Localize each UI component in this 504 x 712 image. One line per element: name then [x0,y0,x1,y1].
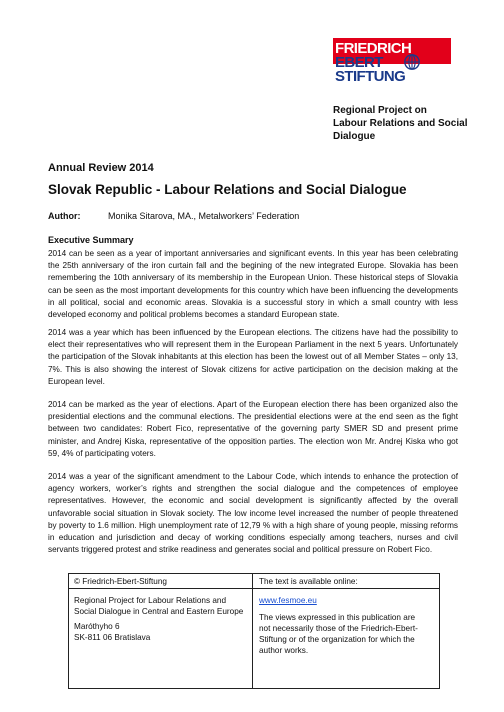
document-title: Slovak Republic - Labour Relations and Social Dialogue [48,182,407,197]
project-name-line-2: Social Dialogue in Central and Eastern Europe [74,607,244,616]
paragraph-2: 2014 was a year which has been influenced by the European elections. The citizens have had the possibility to elect their representatives who will represent them in the European Parliament in the next 5 years. Unfortunately the participation of the Slovak inhabitants at this election has been the lowest out of all Member States – only 13, 7%. This is also showing the interest of Slovak citizens for active participation on the decision making at the European level. [48,328,458,386]
box-divider-horizontal [69,588,439,589]
disclaimer [259,612,434,656]
paragraph-1: 2014 can be seen as a year of important anniversaries and significant events. In this year has been celebrating the 25th anniversary of the iron curtain fall and the begining of the new integrated Europe. Slovakia has been remembering the 10th anniversary of its membership in the European Union. These historical steps of Slovakia can be seen as the most important developments for this country which have been influencing the developments in all political, social and economic areas. Slovakia is a successful story in which a small country with less developed economy and political problems becomes a standard European state. [48,249,458,320]
project-line-2: Labour Relations and Social [333,118,468,129]
disclaimer-line-3: Stiftung or of the organization for which the [259,635,415,644]
project-line-3: Dialogue [333,131,376,142]
paragraph-3: 2014 can be marked as the year of elections. Apart of the European election there has been organized also the presidential elections and the communal elections. The presidential elections were at the end seen as the fight between two candidates: Robert Fico, representative of the governing party SMER SD and present prime minister, and Andrej Kiska, representative of the opposition parties. The election won Mr. Andrej Kiska who got 59, 4% of participating voters. [48,400,458,458]
fes-logo [333,38,451,100]
box-divider-vertical [252,574,253,688]
address [74,621,250,643]
executive-summary-heading: Executive Summary [48,235,134,245]
available-online-text: The text is available online: [259,577,358,586]
project-caption [333,104,483,143]
paragraph-4: 2014 was a year of the significant amendment to the Labour Code, which intends to enhance the protection of agency workers, worker’s rights and strengthen the social dialogue and the competences of employee representatives. However, the economic and social development is significantly affected by the overall unfavorable social situation in Slovak society. The low income level increased the number of people threatened by poverty to 1.6 million. High unemployment rate of 12,79 % with a high share of young people, missing reforms in education and jurisdiction and decay of working conditions especially among teachers, nurses and civil servants triggered protest and strike readiness and generates social and political pressure on Robert Fico. [48,472,458,555]
author-label: Author: [48,211,81,221]
globe-icon [403,53,421,71]
website-link[interactable]: www.fesmoe.eu [259,596,317,605]
project-name-line-1: Regional Project for Labour Relations and [74,596,227,605]
address-line-1: Maróthyho 6 [74,622,120,631]
address-line-2: SK-811 06 Bratislava [74,633,151,642]
project-name [74,595,250,617]
annual-review-label: Annual Review 2014 [48,162,154,174]
logo-line-2: EBERT [335,54,383,71]
copyright-text: © Friedrich-Ebert-Stiftung [74,577,167,586]
logo-line-3: STIFTUNG [335,68,406,85]
project-line-1: Regional Project on [333,105,427,116]
disclaimer-line-4: author works. [259,646,309,655]
disclaimer-line-1: The views expressed in this publication are [259,613,416,622]
publisher-box [68,573,440,689]
disclaimer-line-2: not necessarily those of the Friedrich-Ebert- [259,624,418,633]
logo-line-1: FRIEDRICH [335,40,412,57]
author-value: Monika Sitarova, MA., Metalworkers’ Federation [108,211,300,221]
